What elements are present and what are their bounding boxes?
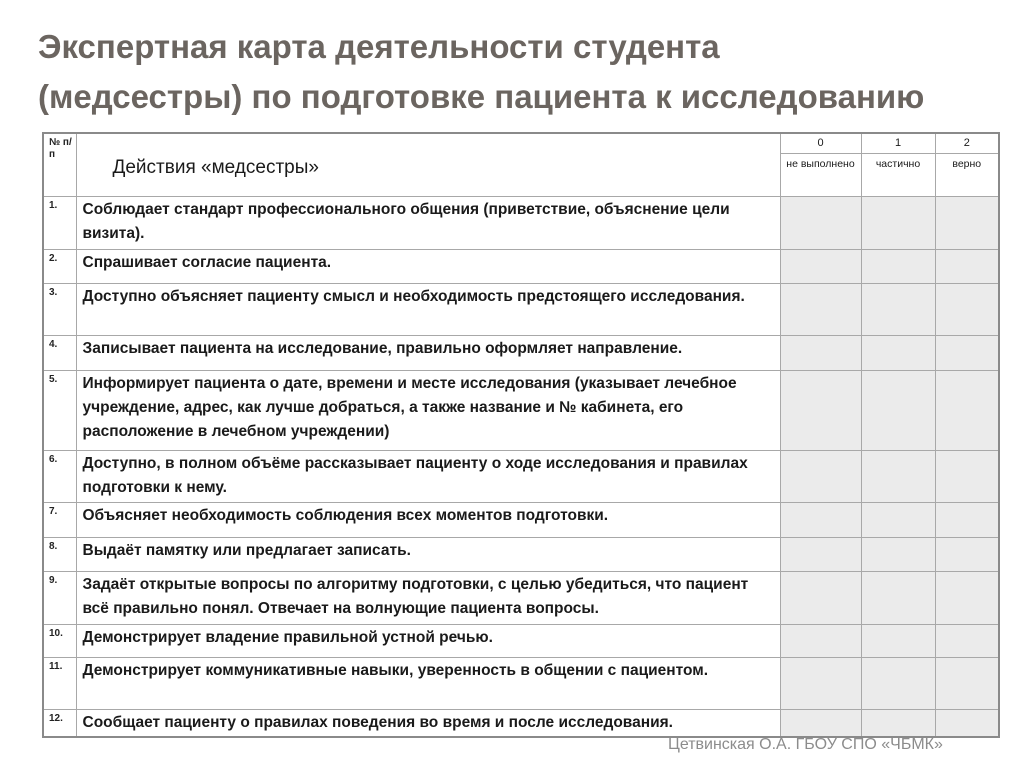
row-number: 3. — [43, 283, 76, 335]
table-row — [43, 370, 999, 450]
score-value-2: 2 — [935, 133, 999, 153]
row-number: 11. — [43, 657, 76, 709]
row-number: 4. — [43, 335, 76, 370]
table-row — [43, 537, 999, 571]
score-value-0: 0 — [780, 133, 861, 153]
score-cell-1[interactable] — [861, 709, 935, 737]
table-row — [43, 283, 999, 335]
score-cell-1[interactable] — [861, 283, 935, 335]
page-title-line1: Экспертная карта деятельности студента — [38, 28, 720, 65]
score-cell-0[interactable] — [780, 537, 861, 571]
row-number: 8. — [43, 537, 76, 571]
row-number: 2. — [43, 249, 76, 283]
table-row — [43, 571, 999, 624]
score-label-0: не выполнено — [780, 153, 861, 196]
score-cell-2[interactable] — [935, 502, 999, 537]
num-header: № п/п — [43, 133, 76, 196]
score-label-2: верно — [935, 153, 999, 196]
score-cell-0[interactable] — [780, 624, 861, 657]
table-row — [43, 335, 999, 370]
score-cell-2[interactable] — [935, 196, 999, 249]
row-action: Информирует пациента о дате, времени и месте исследования (указывает лечебное учреждение, адрес, как лучше добраться, а также название и № кабинета, его расположение в лечебном учреждении) — [76, 370, 780, 450]
footer-author: Цетвинская О.А. ГБОУ СПО «ЧБМК» — [668, 736, 943, 753]
table-row — [43, 196, 999, 249]
row-number: 1. — [43, 196, 76, 249]
table-row — [43, 709, 999, 737]
action-header: Действия «медсестры» — [76, 133, 780, 196]
row-action: Выдаёт памятку или предлагает записать. — [76, 537, 780, 571]
score-cell-1[interactable] — [861, 537, 935, 571]
score-cell-2[interactable] — [935, 624, 999, 657]
score-cell-2[interactable] — [935, 450, 999, 502]
row-action: Задаёт открытые вопросы по алгоритму подготовки, с целью убедиться, что пациент всё правильно понял. Отвечает на волнующие пациента вопросы. — [76, 571, 780, 624]
score-cell-2[interactable] — [935, 571, 999, 624]
score-cell-0[interactable] — [780, 657, 861, 709]
score-cell-2[interactable] — [935, 370, 999, 450]
row-action: Записывает пациента на исследование, правильно оформляет направление. — [76, 335, 780, 370]
score-value-1: 1 — [861, 133, 935, 153]
table-header-row — [43, 133, 999, 153]
table-row — [43, 502, 999, 537]
score-cell-1[interactable] — [861, 196, 935, 249]
score-cell-1[interactable] — [861, 249, 935, 283]
row-action: Доступно объясняет пациенту смысл и необходимость предстоящего исследования. — [76, 283, 780, 335]
row-action: Демонстрирует владение правильной устной речью. — [76, 624, 780, 657]
score-cell-0[interactable] — [780, 450, 861, 502]
score-cell-0[interactable] — [780, 283, 861, 335]
score-cell-1[interactable] — [861, 450, 935, 502]
row-number: 6. — [43, 450, 76, 502]
page-title-line2: (медсестры) по подготовке пациента к исследованию — [38, 78, 925, 115]
row-number: 9. — [43, 571, 76, 624]
score-cell-0[interactable] — [780, 502, 861, 537]
row-action: Доступно, в полном объёме рассказывает пациенту о ходе исследования и правилах подготовки к нему. — [76, 450, 780, 502]
score-cell-2[interactable] — [935, 283, 999, 335]
row-action: Сообщает пациенту о правилах поведения во время и после исследования. — [76, 709, 780, 737]
score-cell-0[interactable] — [780, 370, 861, 450]
expert-card-table — [42, 132, 1000, 738]
row-action: Объясняет необходимость соблюдения всех моментов подготовки. — [76, 502, 780, 537]
row-action: Соблюдает стандарт профессионального общения (приветствие, объяснение цели визита). — [76, 196, 780, 249]
score-cell-2[interactable] — [935, 537, 999, 571]
score-cell-1[interactable] — [861, 335, 935, 370]
row-number: 10. — [43, 624, 76, 657]
row-number: 12. — [43, 709, 76, 737]
score-cell-0[interactable] — [780, 335, 861, 370]
score-cell-1[interactable] — [861, 571, 935, 624]
score-cell-1[interactable] — [861, 657, 935, 709]
score-cell-2[interactable] — [935, 249, 999, 283]
table-row — [43, 657, 999, 709]
score-cell-0[interactable] — [780, 709, 861, 737]
row-number: 5. — [43, 370, 76, 450]
row-number: 7. — [43, 502, 76, 537]
table-row — [43, 249, 999, 283]
table-row — [43, 624, 999, 657]
row-action: Демонстрирует коммуникативные навыки, уверенность в общении с пациентом. — [76, 657, 780, 709]
score-cell-0[interactable] — [780, 571, 861, 624]
table-row — [43, 450, 999, 502]
score-cell-0[interactable] — [780, 196, 861, 249]
score-cell-1[interactable] — [861, 624, 935, 657]
score-cell-2[interactable] — [935, 657, 999, 709]
score-cell-1[interactable] — [861, 502, 935, 537]
page-title — [38, 22, 998, 122]
score-label-1: частично — [861, 153, 935, 196]
row-action: Спрашивает согласие пациента. — [76, 249, 780, 283]
score-cell-1[interactable] — [861, 370, 935, 450]
score-cell-2[interactable] — [935, 335, 999, 370]
score-cell-2[interactable] — [935, 709, 999, 737]
score-cell-0[interactable] — [780, 249, 861, 283]
